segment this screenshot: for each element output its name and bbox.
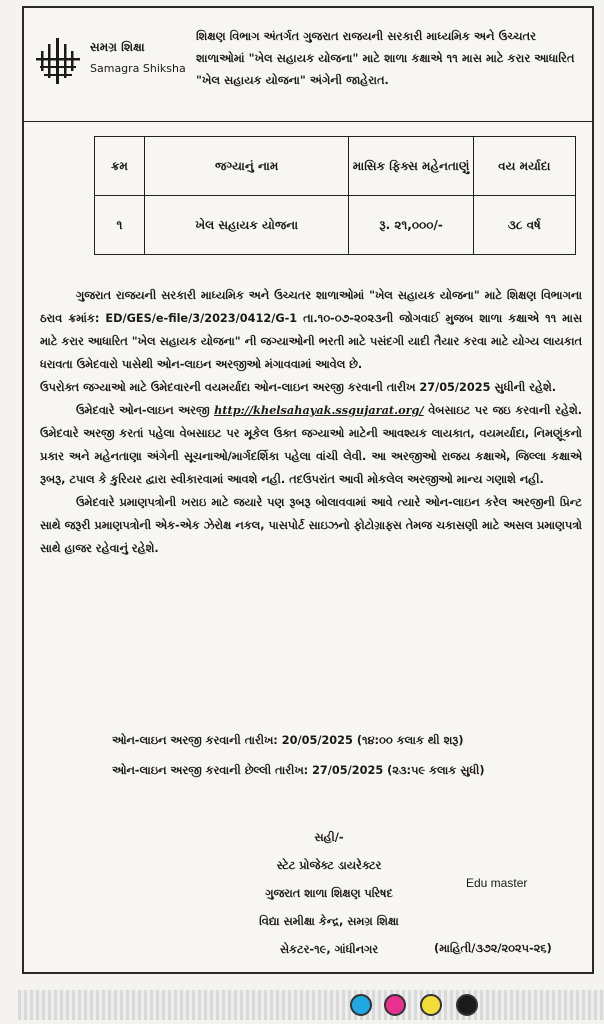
magenta-swatch [384, 994, 406, 1016]
signature-block [214, 824, 444, 964]
samagra-shiksha-logo [32, 32, 192, 92]
watermark-text: Edu master [466, 876, 528, 890]
signatory-designation: સ્ટેટ પ્રોજેક્ટ ડાયરેક્ટર [276, 859, 382, 872]
print-color-strip [18, 990, 604, 1020]
reference-number: (માહિતી/૩૭૨/૨૦૨૫-૨૬) [434, 942, 552, 955]
posts-table [94, 136, 576, 255]
logo-name-english: Samagra Shiksha [90, 62, 186, 75]
paragraph-1: ગુજરાત રાજયની સરકારી માધ્યમિક અને ઉચ્ચતર શાળાઓમાં "ખેલ સહાયક યોજના" માટે શિક્ષણ વિભાગના ઠરાવ ક્રમાંક: ED/GES/e-file/3/2023/0412/G-1 તા.૧૦-૦૭-૨૦૨૩ની જોગવાઈ મુજબ શાળા કક્ષાએ ૧૧ માસ માટે કરાર આધારિત "ખેલ સહાયક યોજના" ની જગ્યાઓની ભરતી માટે પસંદગી યાદી તૈયાર કરવા માટે યોગ્ય લાયકાત ધરાવતા ઉમેદવારો પાસેથી ઓન-લાઇન અરજીઓ મંગાવવામાં આવેલ છે. [40, 289, 582, 371]
col-age-limit-header: વય મર્યાદા [473, 137, 575, 196]
application-website-link[interactable]: http://khelsahayak.ssgujarat.org/ [214, 403, 424, 417]
cell-salary: રૂ. ૨૧,૦૦૦/- [349, 196, 473, 255]
cell-post-name: ખેલ સહાયક યોજના [144, 196, 349, 255]
cyan-swatch [350, 994, 372, 1016]
paragraph-4: ઉમેદવારે પ્રમાણપત્રોની ખરાઇ માટે જયારે પણ રૂબરૂ બોલાવવામાં આવે ત્યારે ઓન-લાઇન કરેલ અરજીની પ્રિન્ટ સાથે જરૂરી પ્રમાણપત્રોની એક-એક ઝેરોક્ષ નકલ, પાસપોર્ટ સાઇઝનો ફોટોગ્રાફ્સ તેમજ ચકાસણી માટે અસલ પ્રમાણપત્રો સાથે હાજર રહેવાનું રહેશે. [40, 496, 582, 555]
cell-age-limit: ૩૮ વર્ષ [473, 196, 575, 255]
paragraph-3-lead: ઉમેદવારે ઓન-લાઇન અરજી [76, 404, 210, 417]
application-dates [112, 726, 485, 786]
notice-title: શિક્ષણ વિભાગ અંતર્ગત ગુજરાત રાજયની સરકારી માધ્યમિક અને ઉચ્ચતર શાળાઓમાં "ખેલ સહાયક યોજના" માટે શાળા કક્ષાએ ૧૧ માસ માટે કરાર આધારિત "ખેલ સહાયક યોજના" અંગેની જાહેરાત. [196, 30, 575, 87]
logo-mark-icon [36, 36, 80, 86]
table-row [95, 196, 576, 255]
black-swatch [456, 994, 478, 1016]
paragraph-2: ઉપરોક્ત જગ્યાઓ માટે ઉમેદવારની વયમર્યાદા ઓન-લાઇન અરજી કરવાની તારીખ 27/05/2025 સુધીની રહેશે. [40, 381, 557, 394]
signatory-building: વિદ્યા સમીક્ષા કેન્દ્ર, સમગ્ર શિક્ષા [259, 915, 399, 928]
end-date: ઓન-લાઇન અરજી કરવાની છેલ્લી તારીખ: 27/05/2025 (૨૩:૫૯ કલાક સુધી) [112, 764, 485, 777]
header [24, 8, 592, 118]
yellow-swatch [420, 994, 442, 1016]
notice-page [22, 6, 594, 974]
paragraph-3-rest: વેબસાઇટ પર જઇ કરવાની રહેશે. ઉમેદવારે અરજી કરતાં પહેલા વેબસાઇટ પર મૂકેલ ઉક્ત જગ્યાઓ માટેની આવશ્યક લાયકાત, વયમર્યાદા, નિમણૂંકનો પ્રકાર અને મહેનતાણા અંગેની સૂચનાઓ/માર્ગદર્શિકા પહેલા વાંચી લેવી. આ અરજીઓ રાજય કક્ષાએ, જિલ્લા કક્ષાએ રૂબરૂ, ટપાલ કે કુરિયર દ્વારા સ્વીકારવામાં આવશે નહી. તદઉપરાંત આવી મોકલેલ અરજીઓ માન્ય ગણાશે નહી. [40, 404, 582, 486]
cell-serial: ૧ [95, 196, 145, 255]
header-divider [24, 121, 592, 122]
logo-name-gujarati: સમગ્ર શિક્ષા [90, 40, 145, 54]
col-salary-header: માસિક ફિક્સ મહેનતાણું [349, 137, 473, 196]
table-header-row [95, 137, 576, 196]
signatory-office: ગુજરાત શાળા શિક્ષણ પરિષદ [265, 887, 393, 900]
notice-body [40, 284, 582, 560]
start-date: ઓન-લાઇન અરજી કરવાની તારીખ: 20/05/2025 (૧૪:૦૦ કલાક થી શરૂ) [112, 734, 464, 747]
col-post-name-header: જગ્યાનું નામ [144, 137, 349, 196]
signatory-address: સેકટર-૧૯, ગાંધીનગર [279, 943, 379, 956]
col-serial-header: ક્રમ [95, 137, 145, 196]
paragraph-3 [40, 399, 582, 491]
signature-sd: સહી/- [314, 831, 344, 844]
